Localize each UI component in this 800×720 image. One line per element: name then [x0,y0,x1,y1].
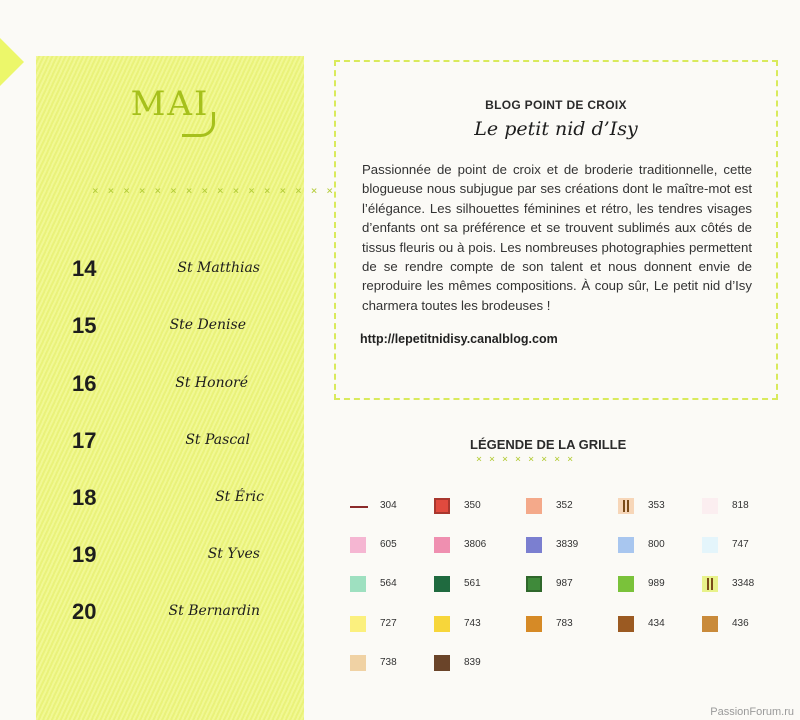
legend-item [434,537,514,557]
thread-color-swatch [526,616,542,632]
thread-color-swatch [350,506,368,508]
saint-name: St Éric [215,489,264,505]
month-swash-decoration [182,112,215,137]
thread-code: 605 [380,539,397,550]
calendar-day-row [36,371,304,401]
thread-color-swatch [434,655,450,671]
thread-code: 800 [648,539,665,550]
saint-name: St Honoré [175,375,248,391]
calendar-day-row [36,599,304,629]
corner-tab-decoration [0,38,24,86]
thread-code: 436 [732,618,749,629]
watermark: PassionForum.ru [710,706,794,718]
legend-item [526,576,606,596]
saint-name: St Yves [207,546,260,562]
legend-item [526,537,606,557]
thread-color-swatch [434,576,450,592]
thread-color-swatch [618,498,634,514]
thread-code: 727 [380,618,397,629]
thread-color-swatch [350,576,366,592]
legend-item [434,616,514,636]
thread-code: 839 [464,657,481,668]
thread-code: 350 [464,500,481,511]
thread-color-swatch [702,576,718,592]
legend-item [526,616,606,636]
thread-code: 818 [732,500,749,511]
calendar-day-row [36,485,304,515]
legend-item [618,498,698,518]
thread-color-swatch [434,537,450,553]
legend-item [618,616,698,636]
day-number: 17 [72,428,97,453]
legend-title: LÉGENDE DE LA GRILLE [470,437,627,452]
thread-code: 3806 [464,539,487,550]
day-number: 19 [72,542,97,567]
legend-item [434,576,514,596]
blog-feature-box [334,60,778,400]
thread-color-swatch [526,537,542,553]
thread-code: 304 [380,500,397,511]
legend-item [702,576,782,596]
blog-kicker: BLOG POINT DE CROIX [485,98,627,112]
day-number: 14 [72,256,97,281]
legend-item [434,655,514,675]
blog-link[interactable]: http://lepetitnidisy.canalblog.com [360,332,558,346]
thread-code: 783 [556,618,573,629]
saint-name: Ste Denise [169,317,246,333]
thread-color-swatch [618,616,634,632]
thread-color-swatch [618,576,634,592]
legend-item [350,616,430,636]
thread-code: 743 [464,618,481,629]
legend-item [526,498,606,518]
thread-code: 3839 [556,539,579,550]
day-number: 18 [72,485,97,510]
legend-item [702,498,782,518]
calendar-day-row [36,256,304,286]
thread-color-swatch [618,537,634,553]
legend-title-underline: ×××××××× [476,454,581,465]
saint-name: St Pascal [185,432,250,448]
legend-item [702,616,782,636]
month-title: MAI [130,84,210,124]
legend-item [618,576,698,596]
thread-color-swatch [434,616,450,632]
thread-color-swatch [702,537,718,553]
day-number: 20 [72,599,97,624]
thread-code: 434 [648,618,665,629]
calendar-day-row [36,428,304,458]
blog-title: Le petit nid d’Isy [474,118,638,140]
thread-code: 564 [380,578,397,589]
thread-code: 989 [648,578,665,589]
legend-item [350,498,430,518]
day-number: 15 [72,313,97,338]
thread-color-swatch [434,498,450,514]
thread-color-swatch [702,498,718,514]
thread-color-swatch [350,616,366,632]
legend-item [350,576,430,596]
thread-code: 738 [380,657,397,668]
legend-item [618,537,698,557]
cross-stitch-divider: ×××××××××××××××× [92,184,342,197]
thread-code: 353 [648,500,665,511]
thread-code: 352 [556,500,573,511]
blog-description: Passionnée de point de croix et de broderie traditionnelle, cette blogueuse nous subjugue par ses créations dont le maître-mot est l’élégance. Les silhouettes féminines et rétro, les tendres visages d’enfants ont sa préférence et se trouvent sublimés aux côtés de tissus fleuris ou à pois. Les nombreuses photographies permettent de se rendre compte de son talent et nous donnent envie de reproduire les mêmes compositions. À coup sûr, Le petit nid d’Isy charmera toutes les brodeuses ! [362,162,752,313]
day-number: 16 [72,371,97,396]
thread-code: 561 [464,578,481,589]
legend-item [350,537,430,557]
legend-item [702,537,782,557]
calendar-day-row [36,313,304,343]
saint-name: St Bernardin [168,603,260,619]
thread-code: 987 [556,578,573,589]
thread-color-swatch [526,576,542,592]
saint-name: St Matthias [177,260,260,276]
thread-color-swatch [350,655,366,671]
calendar-day-row [36,542,304,572]
thread-code: 3348 [732,578,755,589]
thread-color-swatch [350,537,366,553]
legend-item [350,655,430,675]
thread-code: 747 [732,539,749,550]
thread-color-swatch [526,498,542,514]
legend-item [434,498,514,518]
thread-color-swatch [702,616,718,632]
